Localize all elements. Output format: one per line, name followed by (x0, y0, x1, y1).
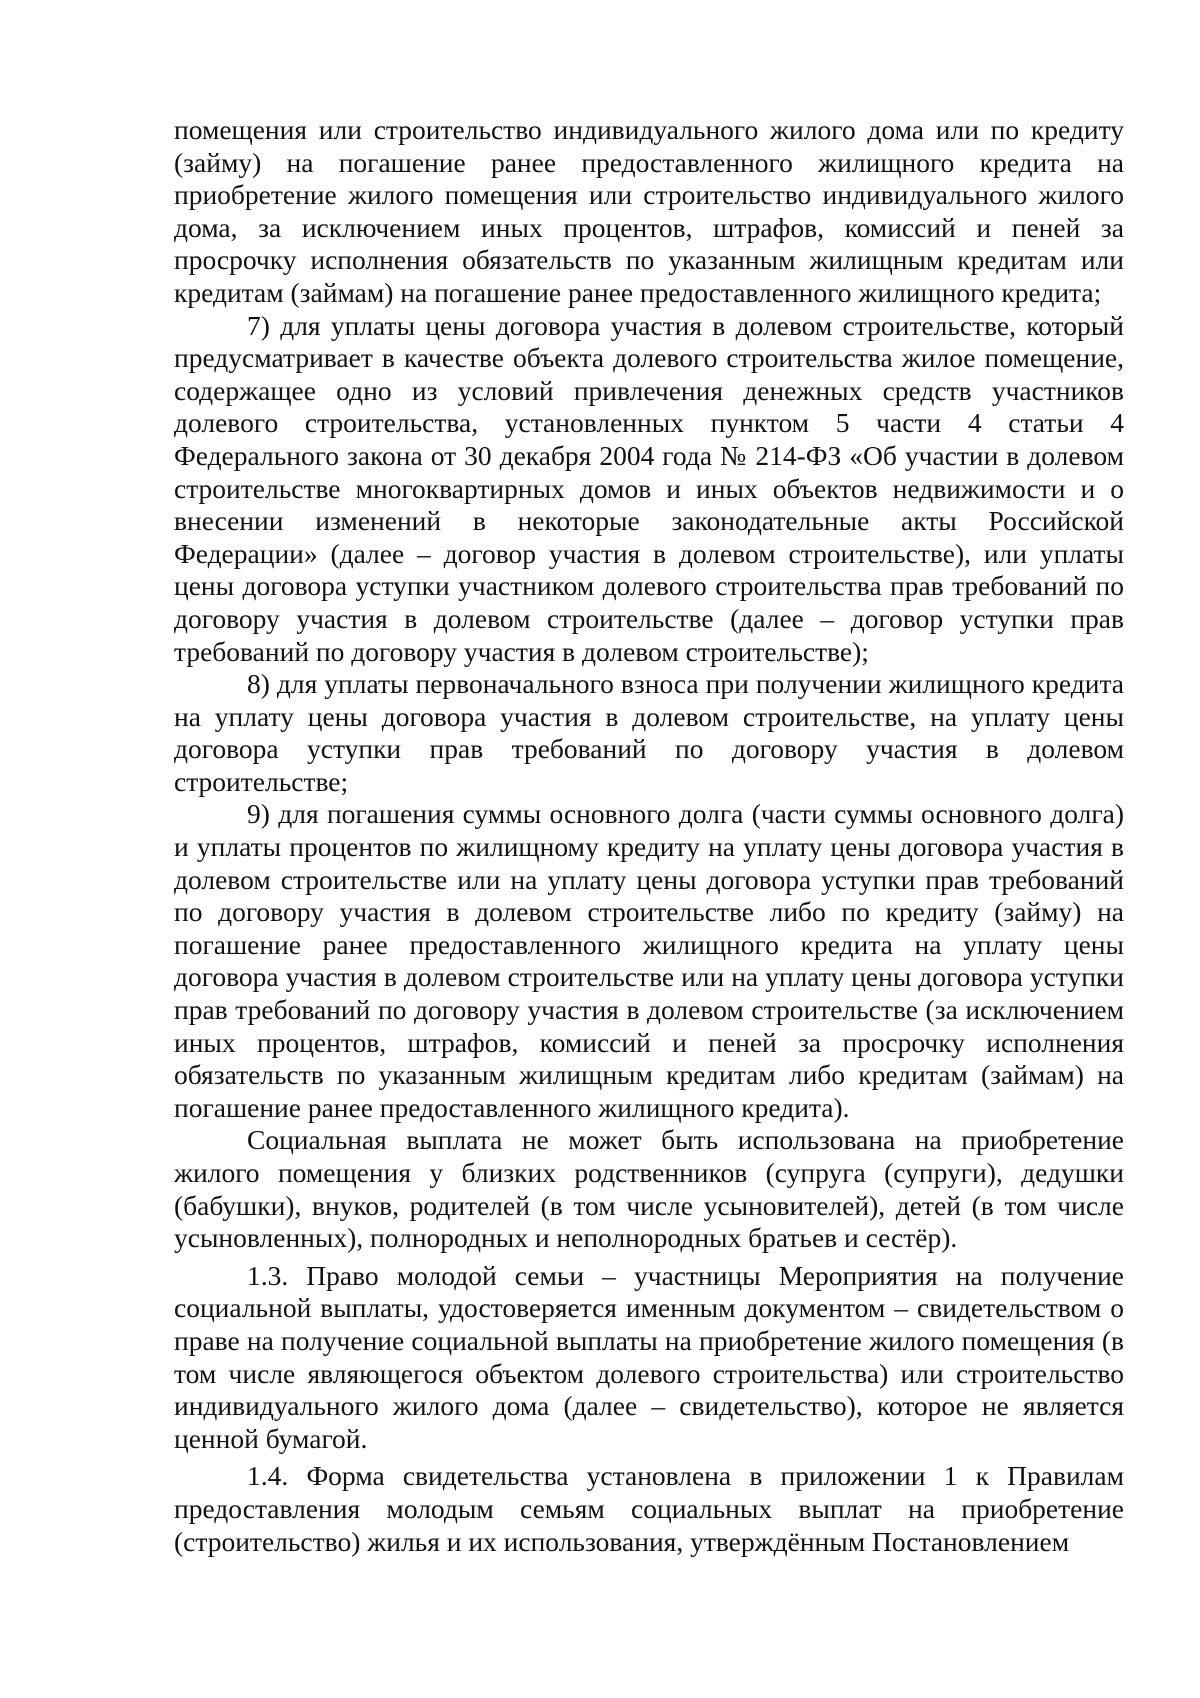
paragraph-section-1-3: 1.3. Право молодой семьи – участницы Мероприятия на получение социальной выплаты, удостоверяется именным документом – свидетельством о праве на получение социальной выплаты на приобретение жилого помещения (в том числе являющегося объектом долевого строительства) или строительство индивидуального жилого дома (далее – свидетельство), которое не является ценной бумагой. (174, 1259, 1124, 1454)
paragraph-continuation-item-6: помещения или строительство индивидуального жилого дома или по кредиту (займу) на погашение ранее предоставленного жилищного кредита на приобретение жилого помещения или строительство индивидуального жилого дома, за исключением иных процентов, штрафов, комиссий и пеней за просрочку исполнения обязательств по указанным жилищным кредитам или кредитам (займам) на погашение ранее предоставленного жилищного кредита; (174, 114, 1124, 308)
paragraph-section-1-4: 1.4. Форма свидетельства установлена в приложении 1 к Правилам предоставления молодым семьям социальных выплат на приобретение (строительство) жилья и их использования, утверждённым Постановлением (174, 1460, 1124, 1557)
paragraph-item-9: 9) для погашения суммы основного долга (части суммы основного долга) и уплаты процентов по жилищному кредиту на уплату цены договора участия в долевом строительстве или на уплату цены договора уступки прав требований по договору участия в долевом строительстве либо по кредиту (займу) на погашение ранее предоставленного жилищного кредита на уплату цены договора участия в долевом строительстве или на уплату цены договора уступки прав требований по договору участия в долевом строительстве (за исключением иных процентов, штрафов, комиссий и пеней за просрочку исполнения обязательств по указанным жилищным кредитам либо кредитам (займам) на погашение ранее предоставленного жилищного кредита). (174, 798, 1124, 1123)
paragraph-restriction: Социальная выплата не может быть использована на приобретение жилого помещения у близких родственников (супруга (супруги), дедушки (бабушки), внуков, родителей (в том числе усыновителей), детей (в том числе усыновленных), полнородных и неполнородных братьев и сестёр). (174, 1124, 1124, 1254)
paragraph-item-8: 8) для уплаты первоначального взноса при получении жилищного кредита на уплату цены договора участия в долевом строительстве, на уплату цены договора уступки прав требований по договору участия в долевом строительстве; (174, 668, 1124, 797)
document-body (174, 114, 1124, 1558)
paragraph-item-7: 7) для уплаты цены договора участия в долевом строительстве, который предусматривает в качестве объекта долевого строительства жилое помещение, содержащее одно из условий привлечения денежных средств участников долевого строительства, установленных пунктом 5 части 4 статьи 4 Федерального закона от 30 декабря 2004 года № 214-ФЗ «Об участии в долевом строительстве многоквартирных домов и иных объектов недвижимости и о внесении изменений в некоторые законодательные акты Российской Федерации» (далее – договор участия в долевом строительстве), или уплаты цены договора уступки участником долевого строительства прав требований по договору участия в долевом строительстве (далее – договор уступки прав требований по договору участия в долевом строительстве); (174, 309, 1124, 667)
